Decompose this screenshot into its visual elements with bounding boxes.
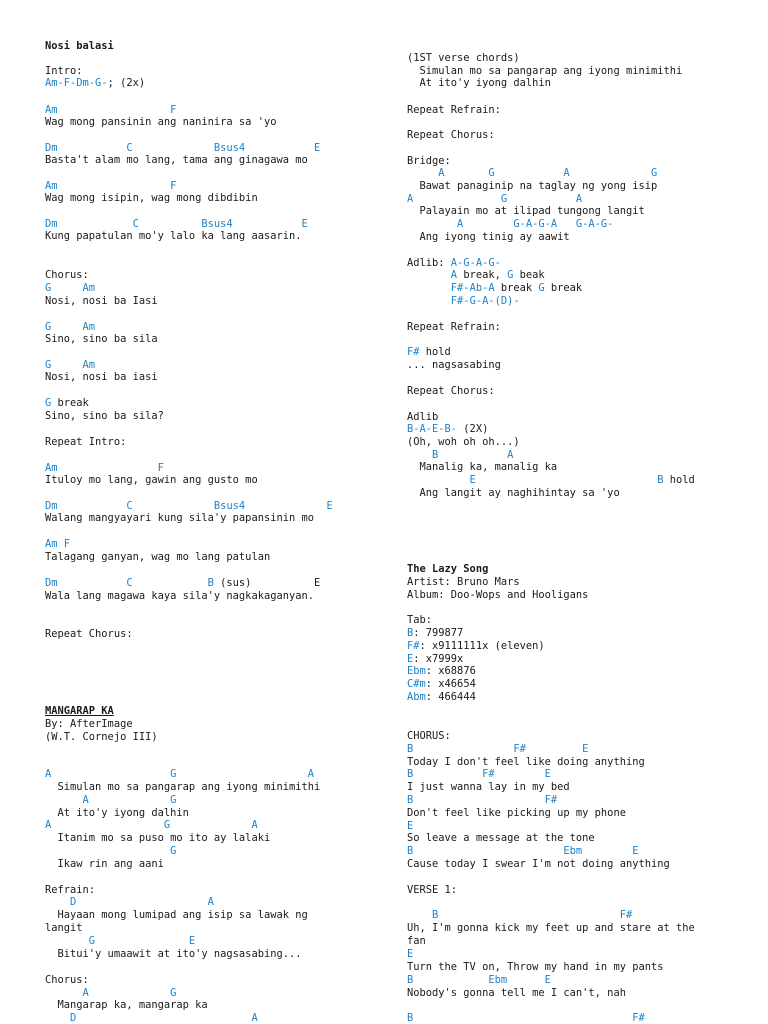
line-text: Chorus: [45, 974, 89, 986]
chord-line [407, 974, 551, 986]
lyric-line [45, 858, 164, 870]
line-text: Manalig ka, manalig ka [407, 461, 558, 473]
chord-line [407, 678, 476, 690]
lyric-line [407, 282, 582, 294]
chord-line [407, 820, 413, 832]
line-text: (sus) E [213, 577, 321, 589]
line-text: Sino, sino ba sila [45, 333, 158, 345]
line-text: Wag mong pansinin ang naninira sa 'yo [45, 116, 277, 128]
lyric-line [407, 231, 570, 243]
line-text: Adlib: [407, 257, 451, 269]
lyric-line [45, 884, 95, 896]
chord-line [45, 987, 176, 999]
line-text: Wag mong isipin, wag mong dibdibin [45, 192, 258, 204]
lyric-line [407, 987, 626, 999]
lyric-line [407, 321, 501, 333]
lyric-line [45, 590, 314, 602]
line-text: Sino, sino ba sila? [45, 410, 164, 422]
line-text: VERSE 1: [407, 884, 458, 896]
lyric-line [407, 77, 551, 89]
line-text: Refrain: [45, 884, 96, 896]
line-text: By: AfterImage [45, 718, 133, 730]
chord-text: A-G-A-G- [450, 257, 501, 269]
lyric-line [407, 961, 663, 973]
chord-text: B-A-E-B- [407, 423, 458, 435]
chord-text: A G A [45, 819, 258, 831]
chord-text: E [407, 820, 414, 832]
chord-line [45, 1012, 258, 1024]
chord-line [45, 218, 308, 230]
chord-line [45, 819, 258, 831]
chord-text: G Am [45, 282, 96, 294]
lyric-line [45, 65, 83, 77]
lyric-line [45, 832, 270, 844]
line-text: Ang iyong tinig ay aawit [407, 231, 570, 243]
lyric-line [45, 474, 258, 486]
chord-line [45, 142, 320, 154]
chord-text: C#m [407, 678, 426, 690]
line-text: Repeat Intro: [45, 436, 127, 448]
line-text: : 466444 [425, 691, 476, 703]
chord-text: F# [407, 640, 420, 652]
chord-line [407, 845, 638, 857]
line-text: Nosi, nosi ba Iasi [45, 295, 158, 307]
line-text: : x9111111x (eleven) [419, 640, 545, 652]
line-text: fan [407, 935, 426, 947]
lyric-line [45, 410, 164, 422]
line-text: The Lazy Song [407, 563, 489, 575]
chord-text: Dm C Bsus4 E [45, 218, 308, 230]
song-title [407, 563, 488, 575]
line-text: Don't feel like picking up my phone [407, 807, 626, 819]
line-text: Bitui'y umaawit at ito'y nagsasabing... [45, 948, 302, 960]
lyric-line [407, 205, 645, 217]
line-text: Ang langit ay naghihintay sa 'yo [407, 487, 620, 499]
line-text: Adlib [407, 411, 439, 423]
chord-line [407, 474, 695, 486]
chord-text: E [407, 948, 414, 960]
chord-text: A G A G [407, 167, 658, 179]
lyric-line [45, 116, 276, 128]
chord-line [407, 691, 476, 703]
chord-text: F#-Ab-A [450, 282, 495, 294]
chord-text: A G A [45, 768, 314, 780]
line-text: Repeat Chorus: [407, 129, 495, 141]
lyric-line [407, 589, 588, 601]
chord-text: F# [407, 346, 420, 358]
chord-text: G [538, 282, 545, 294]
lyric-line [407, 65, 682, 77]
line-text: ; (2x) [107, 77, 146, 89]
chord-text: Abm [407, 691, 426, 703]
chord-line [407, 218, 613, 230]
line-text [407, 282, 451, 294]
line-text: I just wanna lay in my bed [407, 781, 570, 793]
line-text: break [494, 282, 539, 294]
line-text: Ikaw rin ang aani [45, 858, 164, 870]
chord-line [45, 397, 89, 409]
line-text: : 799877 [413, 627, 464, 639]
line-text: : x68876 [425, 665, 476, 677]
line-text: Chorus: [45, 269, 89, 281]
chord-text: A [450, 269, 458, 281]
chord-line [45, 794, 176, 806]
line-text: Talagang ganyan, wag mo lang patulan [45, 551, 271, 563]
chord-line [45, 577, 320, 589]
line-text: Repeat Chorus: [407, 385, 495, 397]
lyric-line [407, 257, 501, 269]
lyric-line [407, 832, 595, 844]
chord-text: Am F [45, 180, 177, 192]
lyric-line [407, 295, 520, 307]
chord-text: B F# E [407, 743, 589, 755]
line-text: Repeat Refrain: [407, 104, 501, 116]
line-text: At ito'y iyong dalhin [45, 807, 189, 819]
line-text: So leave a message at the tone [407, 832, 595, 844]
chord-text: Ebm [407, 665, 426, 677]
line-text: Bawat panaginip na taglay ng yong isip [407, 180, 658, 192]
lyric-line [45, 922, 83, 934]
lyric-line [407, 129, 495, 141]
lyric-line [407, 487, 620, 499]
chord-text: B Ebm E [407, 845, 639, 857]
line-text: Album: Doo-Wops and Hooligans [407, 589, 589, 601]
lyric-line [45, 999, 208, 1011]
line-text: : x46654 [425, 678, 476, 690]
chord-line [45, 935, 195, 947]
lyric-line [407, 461, 557, 473]
chord-line [45, 321, 95, 333]
song-title [45, 705, 114, 717]
lyric-line [45, 807, 189, 819]
chord-line [407, 948, 413, 960]
lyric-line [45, 371, 158, 383]
chord-text: Am-F-Dm-G- [45, 77, 108, 89]
chord-line [407, 743, 588, 755]
lyric-line [45, 230, 301, 242]
line-text: CHORUS: [407, 730, 451, 742]
line-text: Itanim mo sa puso mo ito ay lalaki [45, 832, 271, 844]
lyric-line [407, 359, 501, 371]
lyric-line [407, 269, 545, 281]
line-text: At ito'y iyong dalhin [407, 77, 551, 89]
chord-text: A G-A-G-A G-A-G- [407, 218, 614, 230]
lyric-line [45, 948, 301, 960]
lyric-line [407, 385, 495, 397]
chord-text: B F# [407, 909, 633, 921]
chord-text: G [45, 845, 177, 857]
line-text: (W.T. Cornejo III) [45, 731, 158, 743]
line-text: Artist: Bruno Mars [407, 576, 520, 588]
chord-line [45, 282, 95, 294]
line-text: Basta't alam mo lang, tama ang ginagawa mo [45, 154, 308, 166]
line-text: (1ST verse chords) [407, 52, 520, 64]
line-text: Repeat Chorus: [45, 628, 133, 640]
chord-text: A G [45, 987, 177, 999]
chord-text: B F# [407, 794, 558, 806]
chord-line [45, 845, 176, 857]
chord-line [407, 665, 476, 677]
line-text: Simulan mo sa pangarap ang iyong minimithi [45, 781, 321, 793]
line-text: Nosi balasi [45, 40, 114, 52]
chord-line [407, 1012, 645, 1024]
chord-line [407, 449, 513, 461]
line-text: break, [457, 269, 508, 281]
chord-text: D A [45, 896, 214, 908]
lyric-line [407, 935, 426, 947]
lyric-line [407, 614, 432, 626]
lyric-line [45, 512, 314, 524]
line-text: Bridge: [407, 155, 451, 167]
line-text: Intro: [45, 65, 83, 77]
lyric-line [45, 192, 258, 204]
chord-text: G Am [45, 321, 96, 333]
lyric-line [45, 781, 320, 793]
line-text: Kung papatulan mo'y lalo ka lang aasarin. [45, 230, 302, 242]
line-text: Wala lang magawa kaya sila'y nagkakaganyan. [45, 590, 314, 602]
chord-line [407, 768, 551, 780]
line-text: Nosi, nosi ba iasi [45, 371, 158, 383]
line-text: Palayain mo at ilipad tungong langit [407, 205, 645, 217]
lyric-line [407, 411, 438, 423]
chord-line [45, 104, 176, 116]
line-text: (Oh, woh oh oh...) [407, 436, 520, 448]
chord-text: G Am [45, 359, 96, 371]
chord-line [45, 896, 214, 908]
line-text: Uh, I'm gonna kick my feet up and stare at the [407, 922, 695, 934]
line-text: ... nagsasabing [407, 359, 501, 371]
chord-line [45, 500, 333, 512]
line-text: Hayaan mong lumipad ang isip sa lawak ng [45, 909, 308, 921]
line-text: (2X) [457, 423, 489, 435]
line-text: Tab: [407, 614, 433, 626]
chord-line [45, 538, 70, 550]
lyric-line [407, 922, 695, 934]
lyric-line [45, 731, 158, 743]
chord-text: E B [407, 474, 664, 486]
lyric-line [407, 180, 657, 192]
line-text: Walang mangyayari kung sila'y papansinin mo [45, 512, 314, 524]
song-title [45, 40, 114, 52]
line-text: Cause today I swear I'm not doing anything [407, 858, 670, 870]
line-text: MANGARAP KA [45, 705, 114, 717]
lyric-line [407, 756, 645, 768]
lyric-line [45, 154, 308, 166]
chord-text: G E [45, 935, 196, 947]
line-text: break [51, 397, 89, 409]
chord-text: Dm C Bsus4 E [45, 500, 333, 512]
lyric-line [45, 333, 158, 345]
chord-line [407, 193, 582, 205]
chord-text: E [407, 653, 414, 665]
lyric-line [407, 884, 457, 896]
line-text: Turn the TV on, Throw my hand in my pants [407, 961, 664, 973]
chord-line [45, 768, 314, 780]
line-text: Simulan mo sa pangarap ang iyong minimithi [407, 65, 683, 77]
line-text: : x7999x [413, 653, 464, 665]
chord-line [407, 423, 488, 435]
line-text: beak [513, 269, 545, 281]
chord-line [407, 653, 463, 665]
lyric-line [407, 52, 520, 64]
chord-line [407, 627, 463, 639]
chord-text: B [407, 627, 414, 639]
line-text: Nobody's gonna tell me I can't, nah [407, 987, 626, 999]
line-text: Mangarap ka, mangarap ka [45, 999, 208, 1011]
lyric-line [407, 155, 451, 167]
chord-text: Am F [45, 538, 71, 550]
lyric-line [407, 104, 501, 116]
lyric-line [407, 576, 520, 588]
lyric-line [45, 718, 133, 730]
chord-line [45, 77, 145, 89]
chord-line [407, 640, 545, 652]
line-text: Today I don't feel like doing anything [407, 756, 645, 768]
lyric-line [45, 269, 89, 281]
line-text: hold [419, 346, 451, 358]
line-text: Ituloy mo lang, gawin ang gusto mo [45, 474, 258, 486]
chord-line [407, 794, 557, 806]
chord-text: B A [407, 449, 514, 461]
lyric-line [407, 858, 670, 870]
chord-line [45, 462, 164, 474]
chord-text: B F# E [407, 768, 551, 780]
chord-line [407, 346, 451, 358]
chord-text: Dm C Bsus4 E [45, 142, 321, 154]
chord-line [407, 909, 632, 921]
line-text [407, 269, 451, 281]
line-text: langit [45, 922, 83, 934]
chord-text: Am F [45, 104, 177, 116]
lyric-line [45, 551, 270, 563]
line-text: hold [663, 474, 695, 486]
lyric-line [407, 807, 626, 819]
lyric-line [407, 436, 520, 448]
chord-text: B Ebm E [407, 974, 551, 986]
lyric-line [407, 781, 570, 793]
line-text: break [544, 282, 583, 294]
chord-text: A G A [407, 193, 583, 205]
chord-text: B F# [407, 1012, 645, 1024]
chord-line [407, 167, 657, 179]
line-text: Repeat Refrain: [407, 321, 501, 333]
chord-text: A G [45, 794, 177, 806]
chord-text: Dm C B [45, 577, 214, 589]
lyric-line [45, 295, 158, 307]
lyric-line [407, 730, 451, 742]
lyric-line [45, 974, 89, 986]
lyric-line [45, 436, 126, 448]
chord-text: Am F [45, 462, 164, 474]
lyric-line [45, 628, 133, 640]
line-text [407, 295, 451, 307]
chord-text: G [507, 269, 514, 281]
chord-text: G [45, 397, 52, 409]
chord-line [45, 180, 176, 192]
chord-line [45, 359, 95, 371]
chord-text: D A [45, 1012, 258, 1024]
chord-text: F#-G-A-(D)- [450, 295, 520, 307]
lyric-line [45, 909, 308, 921]
